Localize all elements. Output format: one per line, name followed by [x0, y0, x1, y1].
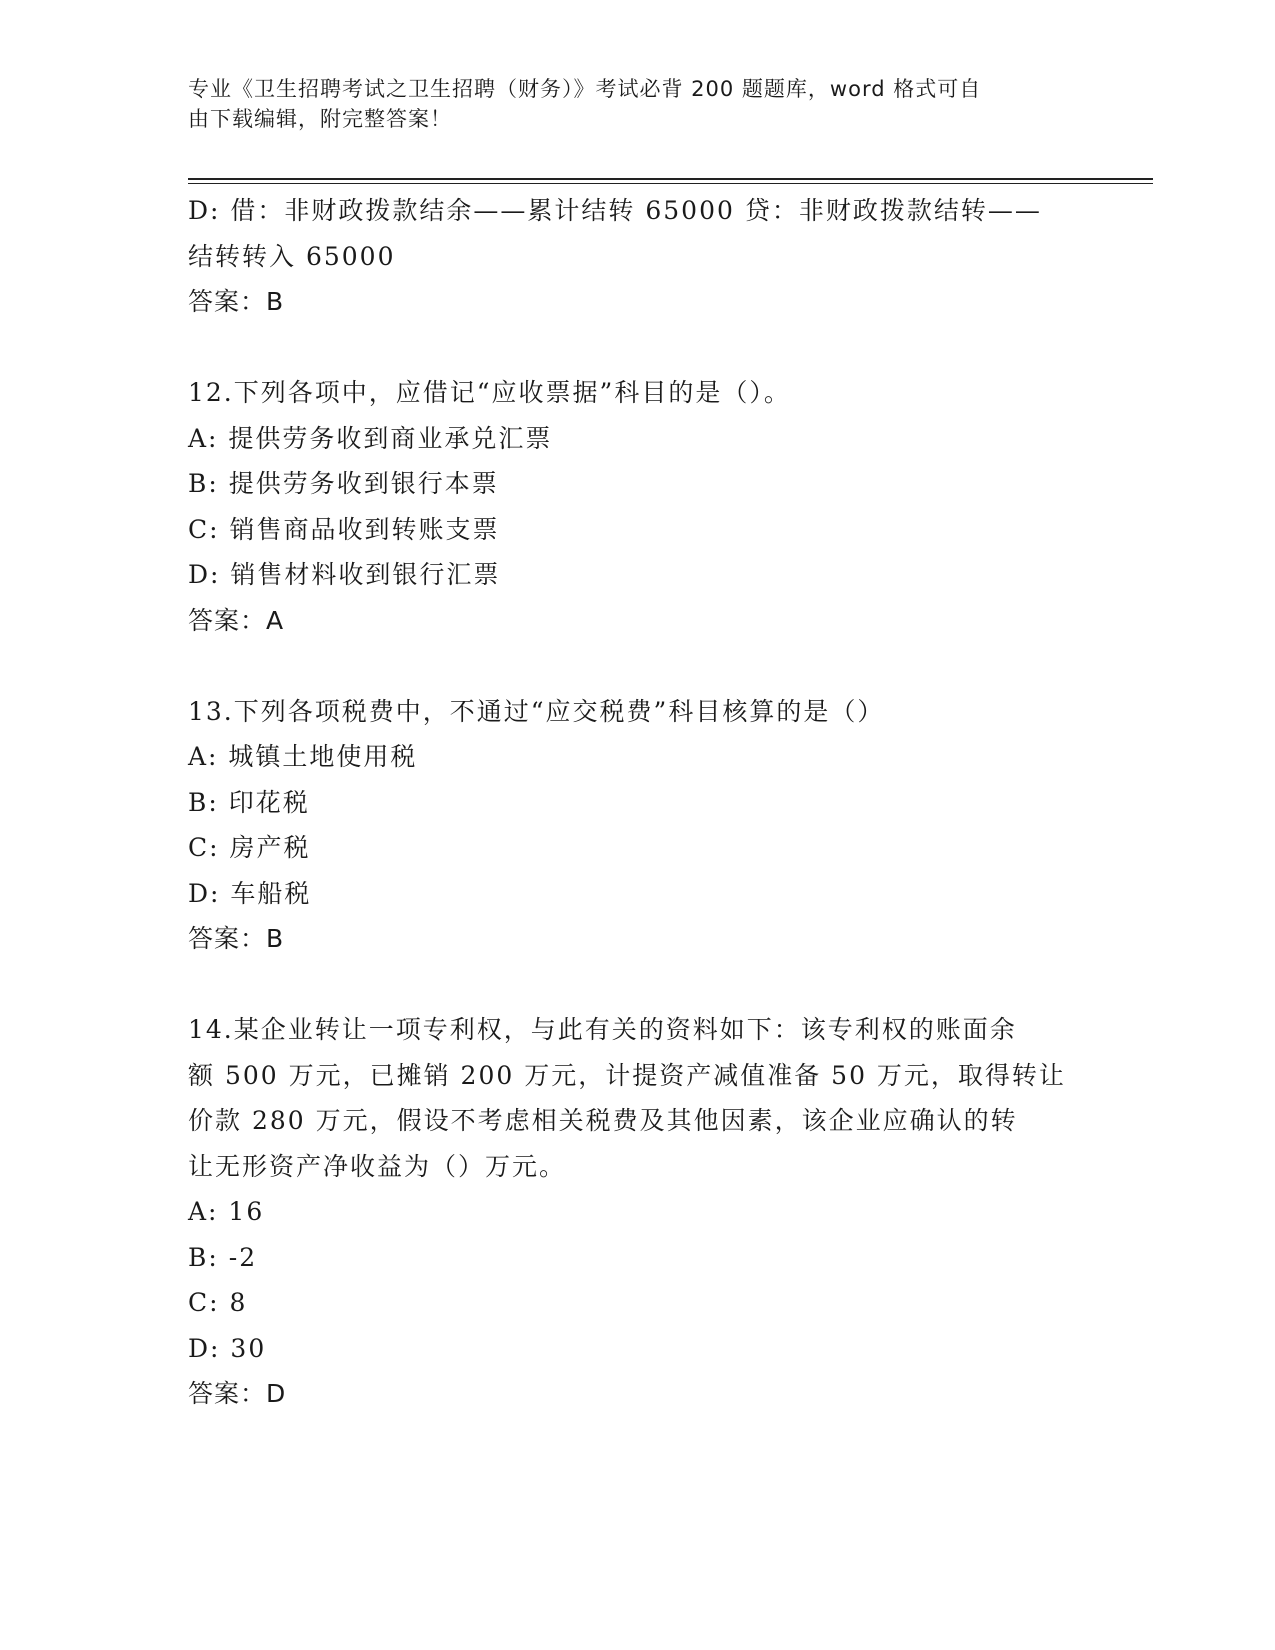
option-a: A: 城镇土地使用税 — [188, 742, 418, 771]
question-stem: 12.下列各项中，应借记“应收票据”科目的是（）。 — [188, 378, 791, 407]
option-d: D: 30 — [188, 1333, 267, 1363]
option-d: D: 借：非财政拨款结余——累计结转 65000 贷：非财政拨款结转—— — [188, 196, 1042, 225]
question-12 — [188, 370, 1088, 643]
header-rule-thin — [188, 183, 1153, 184]
question-13 — [188, 689, 1088, 962]
option-b: B: 提供劳务收到银行本票 — [188, 469, 499, 498]
answer: 答案：B — [188, 924, 285, 953]
previous-question — [188, 188, 1088, 325]
question-stem: 13.下列各项税费中，不通过“应交税费”科目核算的是（） — [188, 696, 885, 726]
document-header — [188, 74, 1088, 134]
answer: 答案：A — [188, 605, 285, 635]
spacer — [188, 325, 1088, 371]
option-d-continued: 结转转入 65000 — [188, 241, 396, 271]
question-stem-line-4: 让无形资产净收益为（）万元。 — [188, 1151, 567, 1181]
header-line-1: 专业《卫生招聘考试之卫生招聘（财务）》考试必背 200 题题库，word 格式可自 — [188, 77, 982, 101]
option-d: D: 车船税 — [188, 878, 312, 908]
option-b: B: 印花税 — [188, 787, 310, 817]
option-d: D: 销售材料收到银行汇票 — [188, 560, 501, 589]
option-c: C: 销售商品收到转账支票 — [188, 514, 500, 544]
spacer — [188, 962, 1088, 1008]
question-stem-line-3: 价款 280 万元，假设不考虑相关税费及其他因素，该企业应确认的转 — [188, 1106, 1018, 1135]
question-14 — [188, 1007, 1088, 1417]
option-a: A: 提供劳务收到商业承兑汇票 — [188, 423, 553, 453]
question-stem-line-2: 额 500 万元，已摊销 200 万元，计提资产减值准备 50 万元，取得转让 — [188, 1060, 1066, 1090]
answer: 答案：B — [188, 287, 285, 316]
option-a: A: 16 — [188, 1197, 265, 1226]
question-content — [188, 188, 1088, 1417]
header-line-2: 由下载编辑，附完整答案！ — [188, 107, 452, 131]
header-rule-thick — [188, 178, 1153, 180]
option-b: B: -2 — [188, 1242, 258, 1272]
spacer — [188, 643, 1088, 689]
option-c: C: 8 — [188, 1288, 248, 1317]
answer: 答案：D — [188, 1379, 287, 1408]
question-stem-line-1: 14.某企业转让一项专利权，与此有关的资料如下：该专利权的账面余 — [188, 1015, 1017, 1044]
option-c: C: 房产税 — [188, 833, 311, 862]
